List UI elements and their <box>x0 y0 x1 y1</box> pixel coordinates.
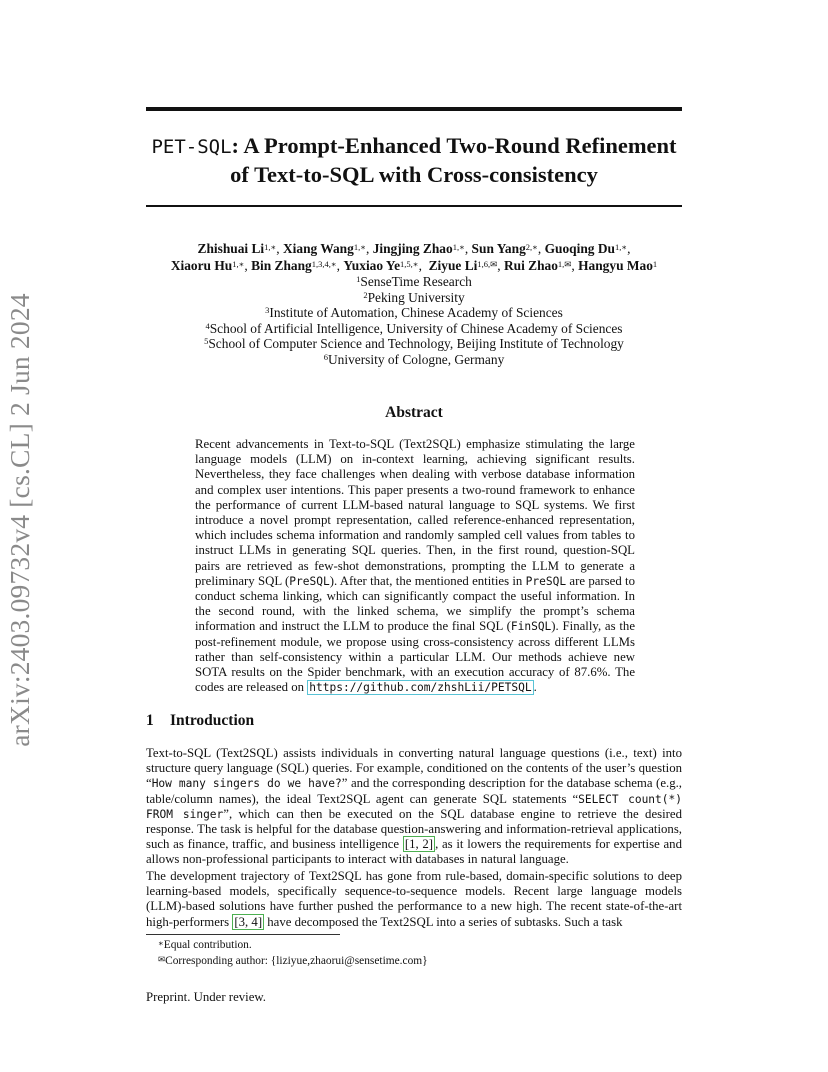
author-sup: 1,5,∗ <box>400 258 419 269</box>
abstract-text: are parsed to conduct schema linking, which can significantly compact the useful information. In the second round, with the linked schema, we simplify the prompt’s schema information and instruct the LLM to produce the final SQL ( <box>195 573 636 634</box>
citation-link[interactable]: [1, 2] <box>404 837 434 852</box>
footnote-rule <box>146 934 340 935</box>
paper-title <box>146 132 682 189</box>
footnote-mark: ∗ <box>158 938 164 948</box>
code-repo-link[interactable]: https://github.com/zhshLii/PETSQL <box>309 681 532 695</box>
preprint-notice: Preprint. Under review. <box>146 990 266 1004</box>
arxiv-stamp-text: arXiv:2403.09732v4 [cs.CL] 2 Jun 2024 <box>4 293 35 747</box>
footnote-text: Equal contribution. <box>163 939 252 951</box>
section-number: 1 <box>146 712 154 729</box>
title-bottom-rule <box>146 205 682 207</box>
affiliation <box>130 352 698 368</box>
affiliation <box>130 305 698 321</box>
affiliation <box>130 274 698 290</box>
author-name: Ziyue Li <box>428 257 478 273</box>
author-sup: 2,∗ <box>525 242 538 252</box>
body-text: Text-to-SQL (Text2SQL) assists individuals in converting natural language questions (i.e., text) into structure query language (SQL) queries. For example, conditioned on the contents of the user’s question “ <box>146 746 682 791</box>
footnote <box>158 954 428 968</box>
body-text: have decomposed the Text2SQL into a series of subtasks. Such a task <box>264 914 623 929</box>
title-mono-part: PET-SQL <box>151 136 232 158</box>
author-list <box>130 241 698 274</box>
intro-paragraph-1 <box>146 746 682 868</box>
author-line-2: Xiaoru $Hu^{1,∗}$, Bin Zhang$^{1,3,4,∗}$, Yuxiao $Ye^{1,5,∗}$, Ziyue $Li^{1,6,✉}$, Rui Zhao$^{1,✉}$, Hangyu Mao$^1$ <box>170 257 658 273</box>
author-name: Guoqing Du <box>544 241 615 256</box>
author-sup: 1,∗ <box>452 242 465 252</box>
abstract-text: Recent advancements in Text-to-SQL (Text2SQL) emphasize stimulating the large language models (LLM) on in-context learning, achieving significant results. Nevertheless, they face challenges when dealing with verbose database information and complex user intentions. This paper presents a two-round framework to enhance the performance of current LLM-based natural language to SQL systems. We first introduce a novel prompt representation, called reference-enhanced representation, which includes schema information and randomly sampled cell values from tables to instruct LLMs in generating SQL queries. Then, in the first round, question-SQL pairs are retrieved as few-shot demonstrations, prompting the LLM to generate a preliminary SQL ( <box>195 437 635 588</box>
title-top-rule <box>146 107 682 111</box>
author-name: Sun Yang <box>471 241 526 256</box>
author-sup: 1,∗ <box>614 242 628 252</box>
affiliation-text: Institute of Automation, Chinese Academy of Sciences <box>269 305 563 320</box>
author-sup: 1,∗ <box>353 242 366 252</box>
intro-paragraph-2 <box>146 869 682 930</box>
author-sup: 1,✉ <box>557 258 572 269</box>
body-text: ” and the corresponding description for the database schema (e.g., table/column names), the ideal Text2SQL agent can generate SQL statements “ <box>146 776 682 806</box>
affiliation-text: School of Computer Science and Technology, Beijing Institute of Technology <box>208 336 624 351</box>
footnote-mark: ✉ <box>158 954 166 964</box>
author-sup: 1,3,4,∗ <box>311 258 337 269</box>
affiliation-sup: 4 <box>205 320 210 331</box>
body-text: The development trajectory of Text2SQL has gone from rule-based, domain-specific solutions to deep learning-based models, specifically sequence-to-sequence models. Recent large language models (LLM)-based solutions have further pushed the performance to a new high. The recent state-of-the-art high-performers <box>146 869 682 929</box>
affiliation-text: SenseTime Research <box>360 274 472 289</box>
author-name: Hangyu Mao <box>578 257 653 273</box>
title-line1-rest: : A Prompt-Enhanced Two-Round Refinement <box>231 133 677 158</box>
affiliation-text: Peking University <box>367 289 465 305</box>
affiliation-sup: 3 <box>265 305 270 315</box>
affiliation <box>130 290 698 306</box>
author-sup: 1,6,✉ <box>477 258 498 269</box>
code-sql: SELECT count(*) FROM singer <box>146 792 682 821</box>
section-heading-introduction <box>146 712 254 730</box>
title-line2: of Text-to-SQL with Cross-consistency <box>230 162 598 187</box>
author-name: Yuxiao Ye <box>343 257 401 273</box>
body-text: , as it lowers the requirements for expertise and allows non-professional participants to interact with databases in natural language. <box>146 837 682 867</box>
author-name: Rui Zhao <box>503 257 558 273</box>
affiliation-sup: 1 <box>356 274 361 284</box>
affiliation-sup: 6 <box>323 351 328 362</box>
footnote-text: Corresponding author: {liziyue,zhaorui@sensetime.com} <box>165 955 428 967</box>
author-name: Bin Zhang <box>251 257 312 273</box>
author-sup: 1 <box>652 258 658 269</box>
affiliation-text: University of Cologne, Germany <box>327 351 505 367</box>
affiliation-text: School of Artificial Intelligence, University of Chinese Academy of Sciences <box>209 320 623 336</box>
abstract-text: ). Finally, as the post-refinement module, we propose using cross-consistency across different LLMs rather than self-consistency within a particular LLM. Our methods achieve new SOTA results on the Spider benchmark, with an execution accuracy of 87.6%. The codes are released on <box>195 619 635 695</box>
affiliation <box>130 336 698 352</box>
author-name: Xiang Wang <box>283 241 354 256</box>
citation-link[interactable]: [3, 4] <box>234 914 263 929</box>
body-text: ”, which can then be executed on the SQL database engine to retrieve the desired response. The task is helpful for the database question-answering and information-retrieval applications, such as finance, traffic, and business intelligence <box>146 806 683 852</box>
abstract-heading: Abstract <box>385 404 443 421</box>
affiliation-sup: 5 <box>204 336 209 346</box>
code-presql: PreSQL <box>525 574 567 588</box>
affiliation-list <box>130 274 698 367</box>
author-sup: 1,∗ <box>264 242 277 252</box>
code-question: How many singers do we have? <box>151 777 342 791</box>
affiliation-sup: 2 <box>363 289 368 300</box>
code-finsql: FinSQL <box>510 620 552 634</box>
affiliation <box>130 321 698 337</box>
abstract-text: ). After that, the mentioned entities in <box>329 573 526 588</box>
code-presql: PreSQL <box>289 574 330 588</box>
author-sup: 1,∗ <box>232 258 245 269</box>
section-title: Introduction <box>170 712 255 729</box>
abstract-body <box>195 437 635 695</box>
abstract-text: . <box>533 680 537 695</box>
footnote <box>158 938 252 952</box>
author-name: Xiaoru Hu <box>170 257 233 273</box>
author-line-1: Zhishuai $Li^{1,∗}$, Xiang Wang$^{1,∗}$, Jingjing Zhao$^{1,∗}$, Sun Yang$^{2,∗}$, Guoqing $Du^{1,∗}$, <box>197 241 631 256</box>
author-name: Zhishuai Li <box>197 241 265 256</box>
author-name: Jingjing Zhao <box>372 241 453 256</box>
